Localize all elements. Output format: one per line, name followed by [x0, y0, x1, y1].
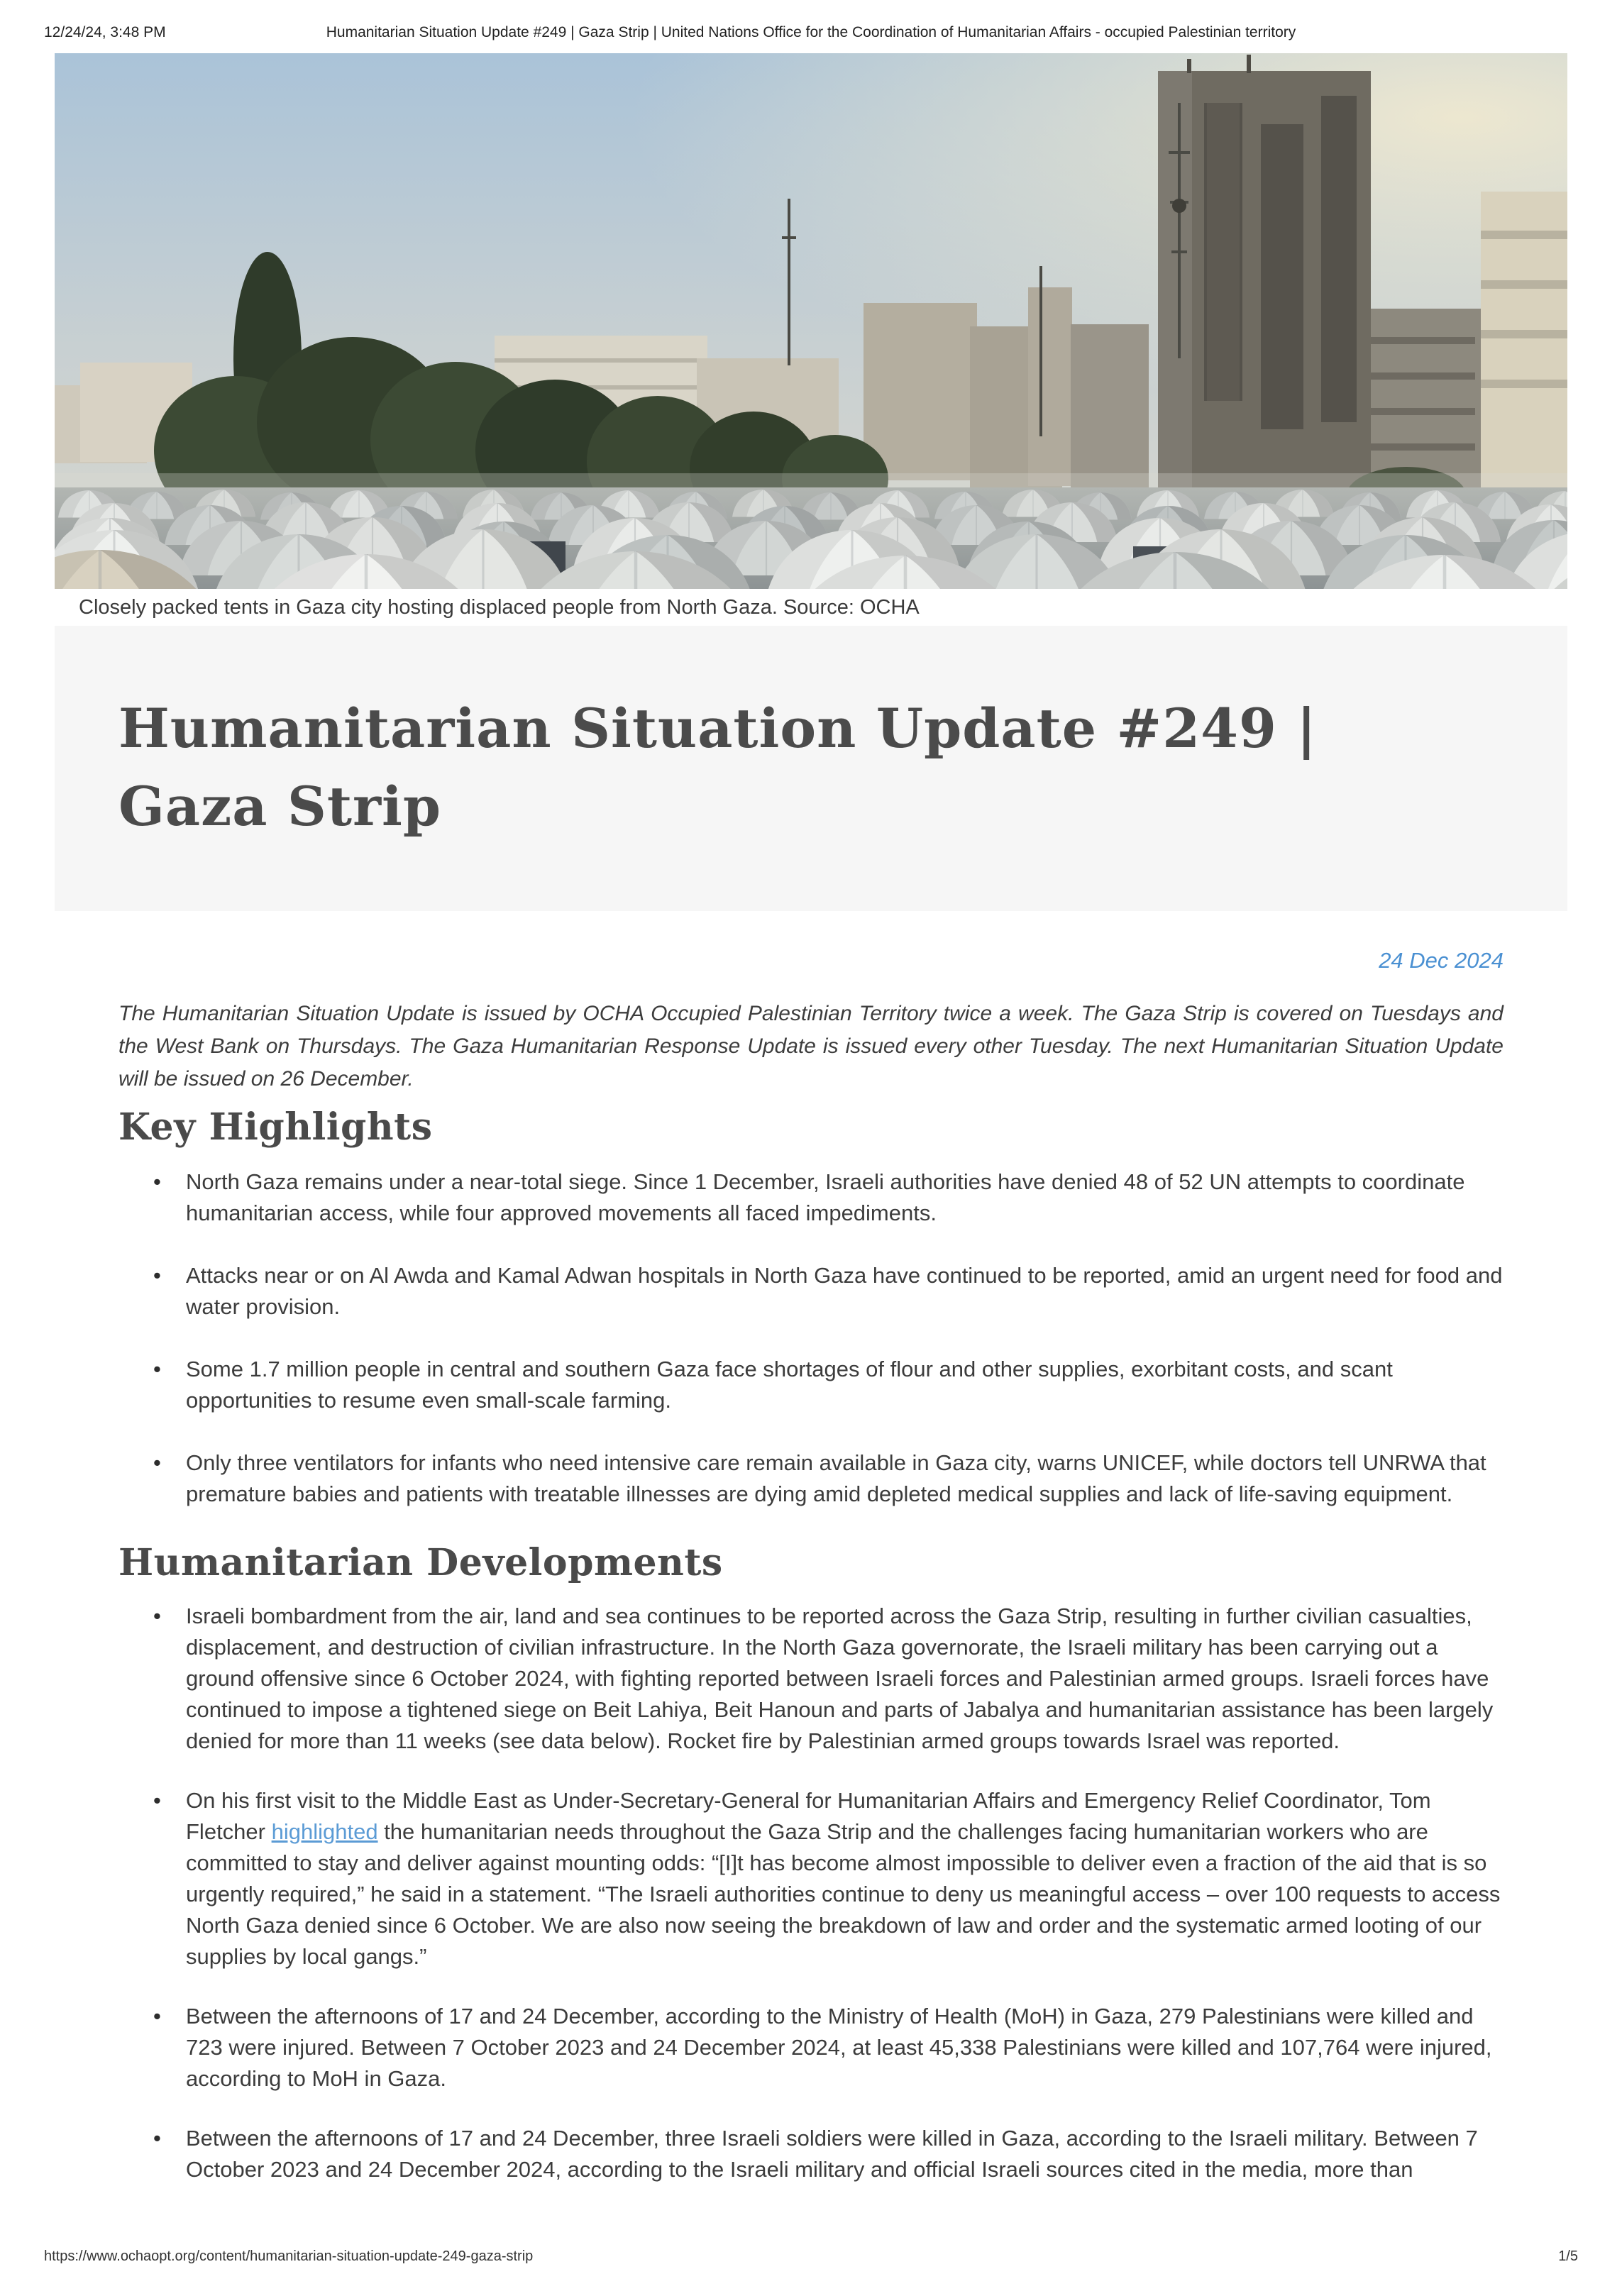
page-title-line1: Humanitarian Situation Update #249 | — [118, 697, 1317, 760]
publish-date: 24 Dec 2024 — [1379, 948, 1504, 973]
print-datetime: 12/24/24, 3:48 PM — [44, 24, 166, 40]
list-item-text: On his first visit to the Middle East as Under-Secretary-General for Humanitarian Affairs and Emergency Relief Coordinator, Tom Fletcher — [186, 1788, 1431, 1844]
print-footer-page-indicator: 1/5 — [1558, 2248, 1578, 2264]
list-item: • Between the afternoons of 17 and 24 December, three Israeli soldiers were killed in Gaza, according to the Israeli military. Between 7 October 2023 and 24 December 2024, according to the Israeli military and official Israeli sources cited in the media, more than — [186, 2123, 1504, 2185]
list-item: • Israeli bombardment from the air, land and sea continues to be reported across the Gaza Strip, resulting in further civilian casualties, displacement, and destruction of civilian infrastructure. In the North Gaza governorate, the Israeli military has been carrying out a ground offensive since 6 October 2024, with fighting reported between Israeli forces and Palestinian armed groups. Israeli forces have continued to impose a tightened siege on Beit Lahiya, Beit Hanoun and parts of Jabalya and humanitarian assistance has been largely denied for more than 11 weeks (see data below). Rocket fire by Palestinian armed groups towards Israel was reported. — [186, 1601, 1504, 1757]
list-item-text: the humanitarian needs throughout the Gaza Strip and the challenges facing humanitarian workers who are committed to stay and deliver against mounting odds: “[I]t has become almost impossible to deliver even a fraction of the aid that is so urgently required,” he said in a statement. “The Israeli authorities continue to deny us meaningful access – over 100 requests to access North Gaza denied since 6 October. We are also now seeing the breakdown of law and order and the systematic armed looting of our supplies by local gangs.” — [186, 1819, 1501, 1969]
page-title — [118, 690, 1504, 846]
print-header — [44, 24, 1578, 41]
list-item: • Only three ventilators for infants who need intensive care remain available in Gaza city, warns UNICEF, while doctors tell UNRWA that premature babies and patients with treatable illnesses are dying amid depleted medical supplies and lack of life-saving equipment. — [186, 1447, 1504, 1510]
key-highlights-heading: Key Highlights — [118, 1105, 433, 1149]
developments-list — [118, 1601, 1504, 2185]
photo-caption: Closely packed tents in Gaza city hosting displaced people from North Gaza. Source: OCHA — [79, 596, 920, 619]
list-item: • Between the afternoons of 17 and 24 December, according to the Ministry of Health (MoH) in Gaza, 279 Palestinians were killed and 723 were injured. Between 7 October 2023 and 24 December 2024, at least 45,338 Palestinians were killed and 107,764 were injured, according to MoH in Gaza. — [186, 2001, 1504, 2094]
developments-heading: Humanitarian Developments — [118, 1541, 723, 1584]
tents-photo — [55, 53, 1567, 589]
print-doc-title: Humanitarian Situation Update #249 | Gaza Strip | United Nations Office for the Coordination of Humanitarian Affairs - occupied Palestinian territory — [326, 24, 1296, 40]
title-banner — [55, 626, 1567, 911]
list-item — [186, 1785, 1504, 1972]
hero-figure — [55, 53, 1567, 620]
highlighted-link[interactable]: highlighted — [271, 1819, 378, 1844]
list-item: • North Gaza remains under a near-total siege. Since 1 December, Israeli authorities have denied 48 of 52 UN attempts to coordinate humanitarian access, while four approved movements all faced impediments. — [186, 1166, 1504, 1229]
key-highlights-list — [118, 1166, 1504, 1510]
publish-date-row — [118, 948, 1504, 973]
print-footer-url: https://www.ochaopt.org/content/humanitarian-situation-update-249-gaza-strip — [44, 2248, 534, 2264]
intro-paragraph: The Humanitarian Situation Update is issued by OCHA Occupied Palestinian Territory twice a week. The Gaza Strip is covered on Tuesdays and the West Bank on Thursdays. The Gaza Humanitarian Response Update is issued every other Tuesday. The next Humanitarian Situation Update will be issued on 26 December. — [118, 1002, 1504, 1091]
list-item: • Attacks near or on Al Awda and Kamal Adwan hospitals in North Gaza have continued to be reported, amid an urgent need for food and water provision. — [186, 1260, 1504, 1323]
page-title-line2: Gaza Strip — [118, 775, 442, 838]
article-body — [55, 53, 1567, 2214]
list-item: • Some 1.7 million people in central and southern Gaza face shortages of flour and other supplies, exorbitant costs, and scant opportunities to resume even small-scale farming. — [186, 1354, 1504, 1416]
